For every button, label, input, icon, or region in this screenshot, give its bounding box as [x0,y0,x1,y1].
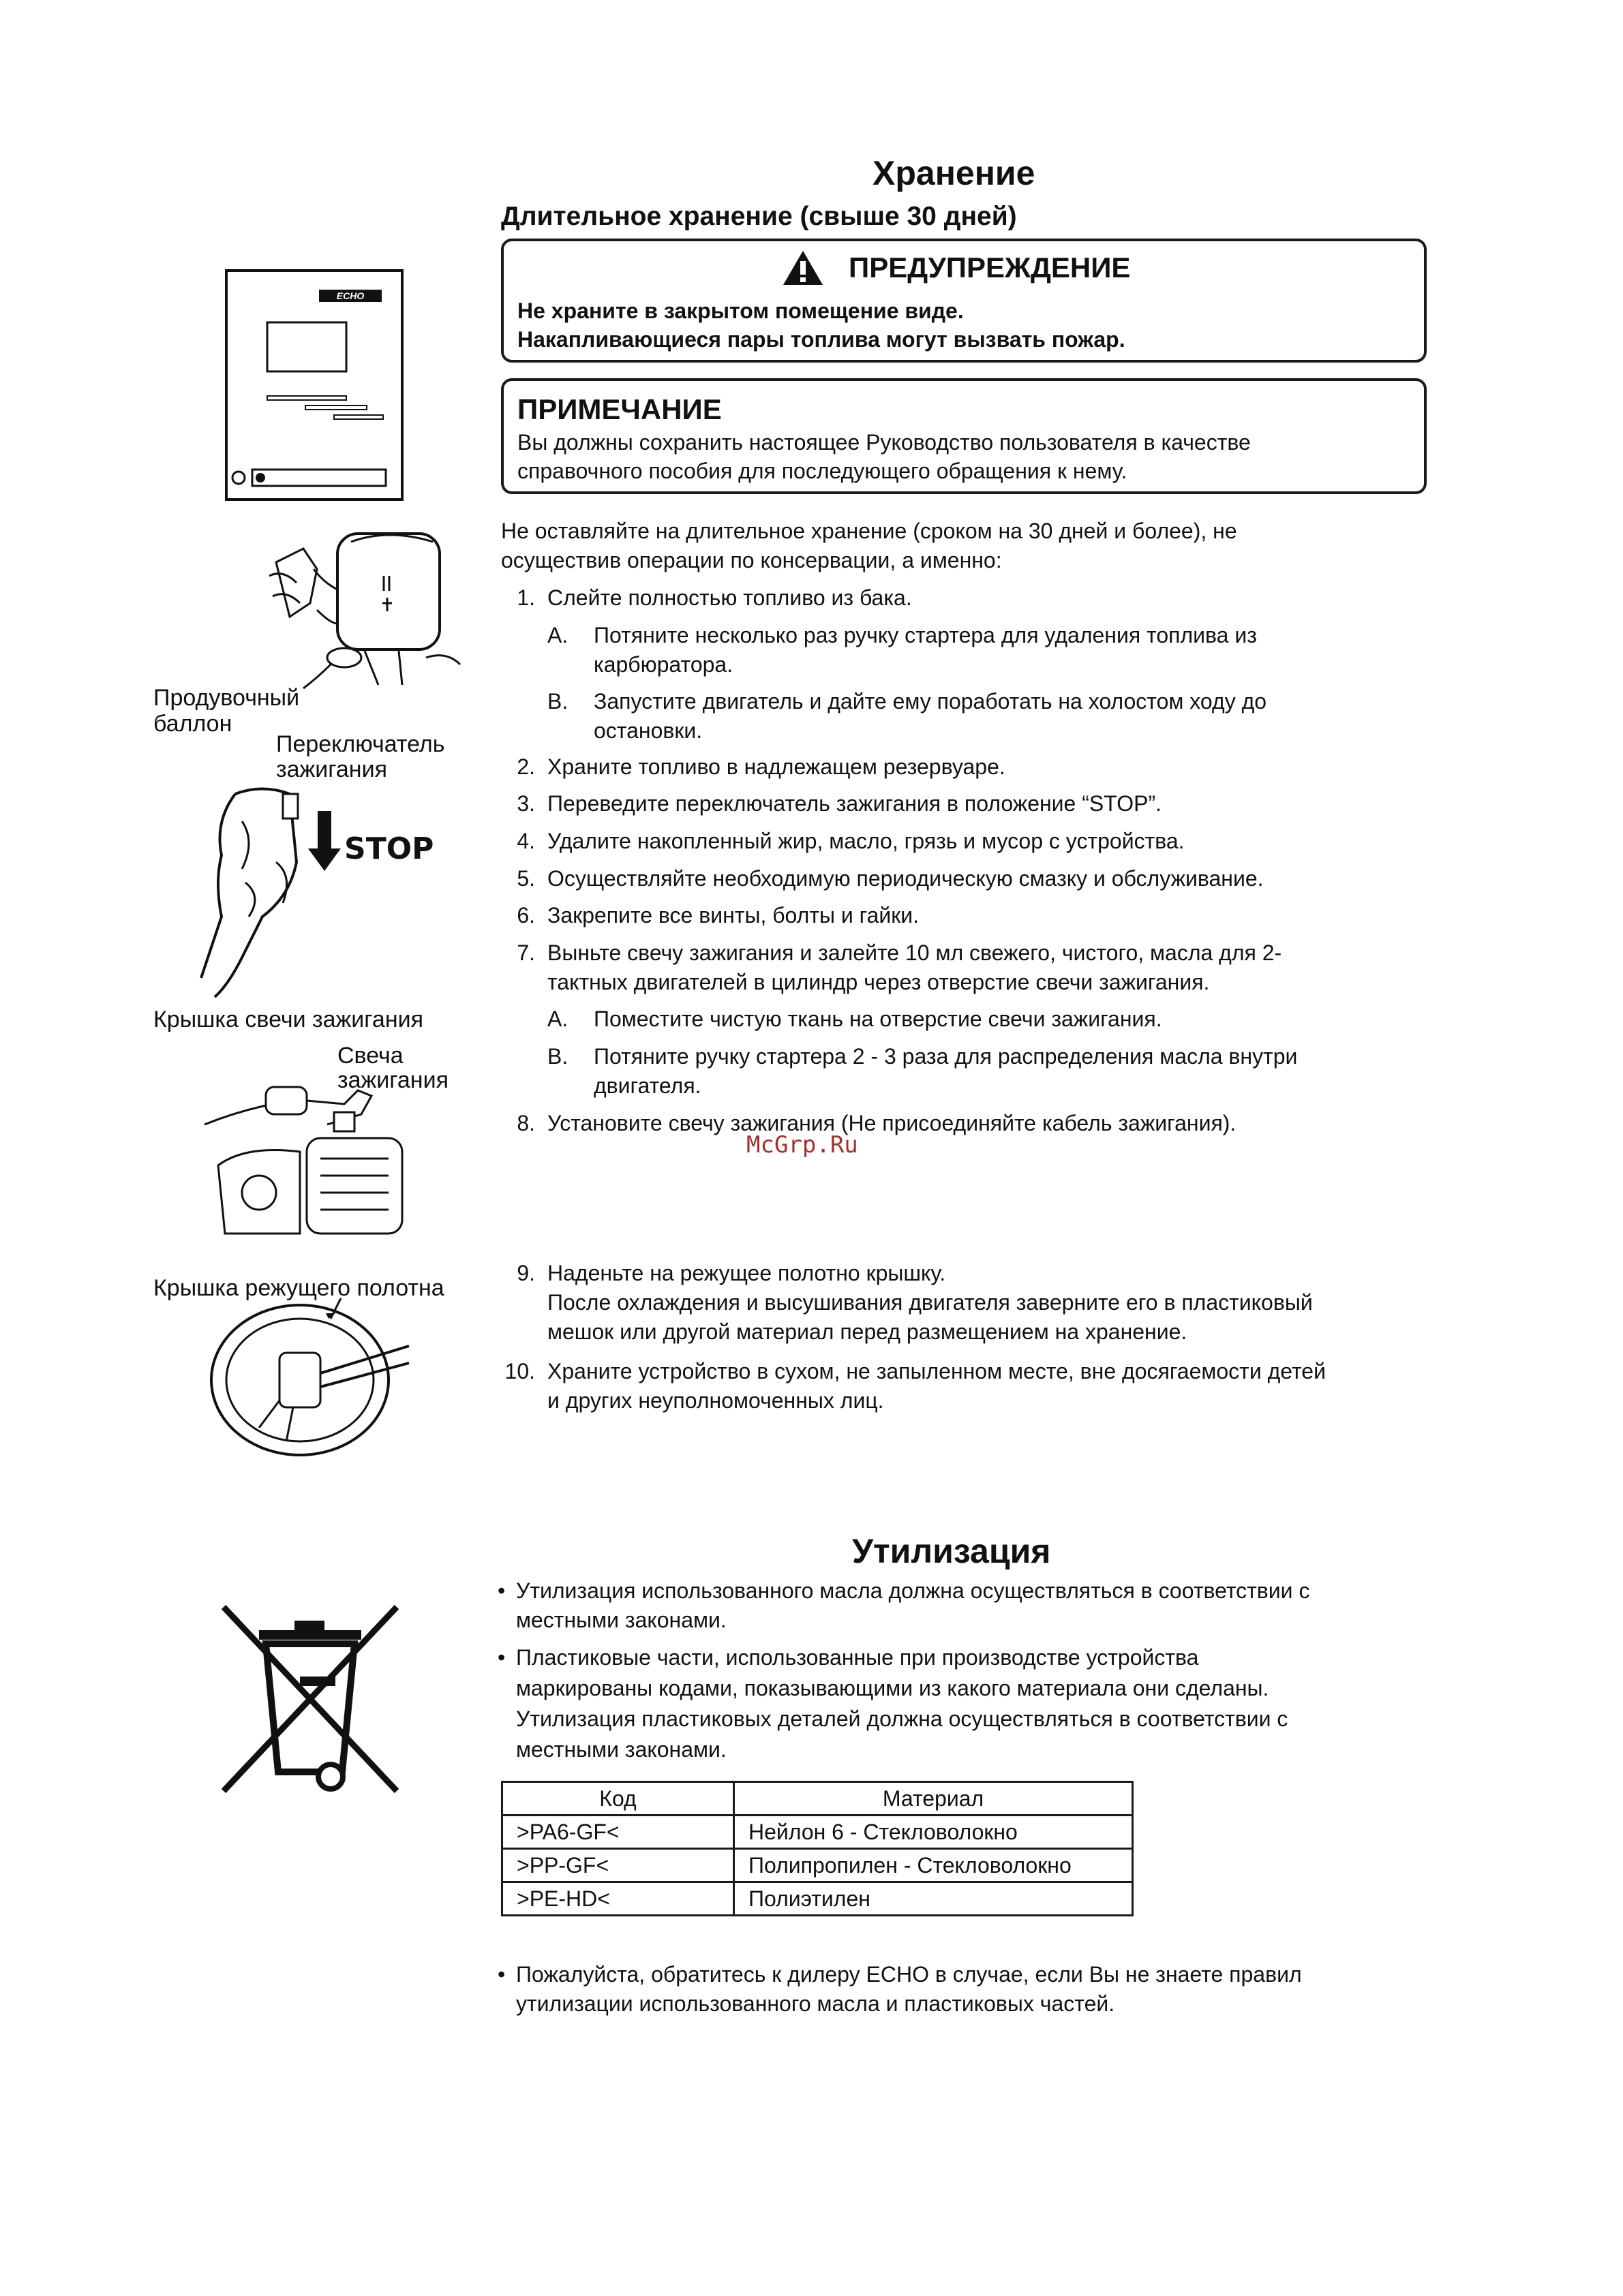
intro-line-1: Не оставляйте на длительное хранение (сроком на 30 дней и более), не [501,519,1237,543]
spark-plug-illustration [198,1063,409,1237]
step-10: 10. Храните устройство в сухом, не запыленном месте, вне досягаемости детей и других неуполномоченных лиц. [504,1359,1326,1413]
note-line-2: справочного пособия для последующего обращения к нему. [517,459,1127,483]
stop-label: STOP [344,831,434,866]
table-row [502,1849,1133,1882]
warning-line-2: Накапливающиеся пары топлива могут вызвать пожар. [517,327,1125,352]
stop-arrow-icon [308,811,342,872]
watermark: McGrp.Ru [746,1131,858,1159]
primer-label-line-2: баллон [153,711,232,737]
storage-subtitle: Длительное хранение (свыше 30 дней) [501,202,1017,231]
crossed-bin-icon [218,1602,402,1796]
plug-cap-label: Крышка свечи зажигания [153,1007,423,1032]
manual-logo: ECHO [336,290,365,301]
table-row [502,1816,1133,1849]
plug-label-line-1: Свеча [337,1043,404,1069]
blade-cover-label: Крышка режущего полотна [153,1275,444,1301]
plug-label-line-2: зажигания [337,1067,449,1093]
table-cell-code: >PA6-GF< [502,1816,734,1849]
note-line-1: Вы должны сохранить настоящее Руководство пользователя в качестве [517,430,1251,455]
handle-switch-illustration [174,780,324,998]
table-cell-material: Нейлон 6 - Стекловолокно [734,1816,1133,1849]
table-cell-code: >PP-GF< [502,1849,734,1882]
step-7b: B. Потяните ручку стартера 2 - 3 раза для распределения масла внутри двигателя. [547,1044,1298,1098]
storage-title: Хранение [873,154,1035,192]
intro-line-2: осуществив операции по консервации, а именно: [501,548,1002,572]
note-title: ПРИМЕЧАНИЕ [517,393,722,425]
disposal-bullet-1: • Утилизация использованного масла должна осуществляться в соответствии с местными законами. [498,1578,1310,1632]
switch-label-line-1: Переключатель [276,731,445,757]
table-cell-code: >PE-HD< [502,1882,734,1916]
step-9: 9. Наденьте на режущее полотно крышку. После охлаждения и высушивания двигателя заверните его в пластиковый мешок или другой материал перед размещением на хранение. [517,1261,1313,1344]
table-header-code: Код [502,1782,734,1816]
switch-label-line-2: зажигания [276,756,387,782]
note-box [501,378,1427,494]
table-row [502,1882,1133,1916]
engine-primer-illustration [262,521,467,692]
step-1a: A. Потяните несколько раз ручку стартера для удаления топлива из карбюратора. [547,623,1257,677]
step-1b: B. Запустите двигатель и дайте ему поработать на холостом ходу до остановки. [547,689,1267,743]
table-header-material: Материал [734,1782,1133,1816]
material-codes-table [501,1781,1134,1916]
table-cell-material: Полиэтилен [734,1882,1133,1916]
warning-line-1: Не храните в закрытом помещение виде. [517,299,964,323]
warning-title: ПРЕДУПРЕЖДЕНИЕ [849,251,1131,284]
disposal-title: Утилизация [852,1532,1051,1570]
manual-booklet-icon [225,269,404,501]
primer-label-line-1: Продувочный [153,685,300,711]
table-cell-material: Полипропилен - Стекловолокно [734,1849,1133,1882]
disposal-bullet-3: • Пожалуйста, обратитесь к дилеру ECHO в случае, если Вы не знаете правил утилизации использованного масла и пластиковых частей. [498,1962,1302,2016]
blade-cover-illustration [204,1298,416,1465]
table-header-row [502,1782,1133,1816]
warning-triangle-icon [782,249,824,286]
disposal-bullet-2: • Пластиковые части, использованные при производстве устройства маркированы кодами, показывающими из какого материала они сделаны. Утилизация пластиковых деталей должна осуществляться в соответствии с местными законами. [498,1645,1288,1762]
warning-box [501,239,1427,363]
step-7: 7. Выньте свечу зажигания и залейте 10 мл свежего, чистого, масла для 2- тактных двигателей в цилиндр через отверстие свечи зажигания. [517,940,1282,994]
